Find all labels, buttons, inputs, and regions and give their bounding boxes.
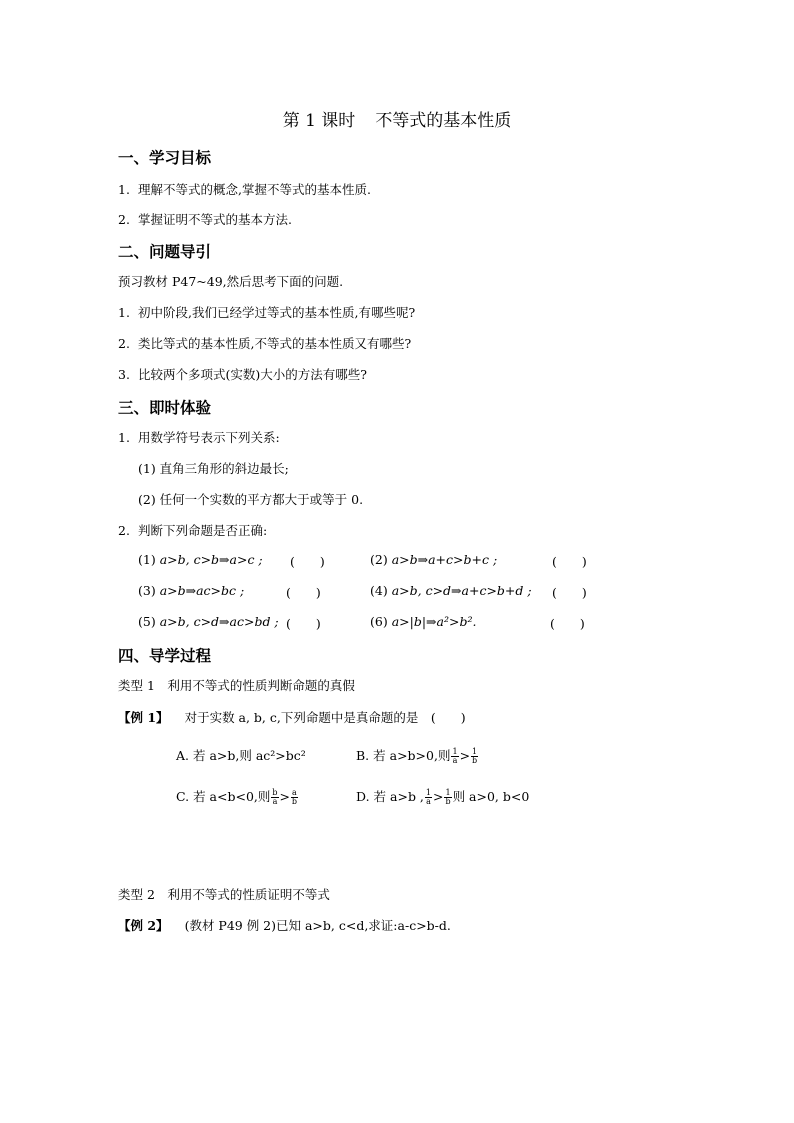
section-heading-process: 四、导学过程 (118, 646, 212, 665)
guide-question: 3. 比较两个多项式(实数)大小的方法有哪些? (118, 367, 367, 382)
example-1-text: 对于实数 a, b, c,下列命题中是真命题的是 ( ) (184, 710, 466, 725)
example-2-label: 【例 2】 (118, 918, 169, 933)
example-1 (118, 708, 466, 726)
fraction: $\frac{1}{b}$ (445, 788, 451, 806)
proposition: (6) a>|b|⇒a²>b². (370, 614, 477, 629)
fraction: $\frac{b}{a}$ (272, 788, 278, 806)
example-1-label: 【例 1】 (118, 710, 169, 725)
goal-item: 1. 理解不等式的概念,掌握不等式的基本性质. (118, 182, 371, 197)
lesson-number: 第 1 课时 (282, 111, 356, 131)
option-b[interactable]: B. 若 a>b>0,则 $\frac{1}{a}$ > $\frac{1}{b}$ (356, 747, 478, 765)
answer-blank[interactable]: ( ) (552, 554, 587, 569)
type-1-heading: 类型 1 利用不等式的性质判断命题的真假 (118, 678, 355, 693)
page-title (0, 106, 794, 131)
fraction: $\frac{1}{b}$ (472, 747, 478, 765)
experience-subitem: (2) 任何一个实数的平方都大于或等于 0. (138, 492, 364, 507)
proposition: (2) a>b⇒a+c>b+c ; (370, 552, 498, 567)
fraction: $\frac{a}{b}$ (291, 788, 297, 806)
goal-item: 2. 掌握证明不等式的基本方法. (118, 212, 292, 227)
fraction: $\frac{1}{a}$ (425, 788, 431, 806)
experience-subitem: (1) 直角三角形的斜边最长; (138, 461, 289, 476)
section-heading-goals: 一、学习目标 (118, 148, 212, 167)
example-2-text: (教材 P49 例 2)已知 a>b, c<d,求证:a-c>b-d. (184, 918, 451, 933)
answer-blank[interactable]: ( ) (286, 616, 321, 631)
proposition: (1) a>b, c>b⇒a>c ; (138, 552, 263, 567)
guide-intro: 预习教材 P47~49,然后思考下面的问题. (118, 274, 344, 289)
fraction: $\frac{1}{a}$ (452, 747, 458, 765)
option-c[interactable]: C. 若 a<b<0,则 $\frac{b}{a}$ > $\frac{a}{b}$ (176, 788, 297, 806)
example-2 (118, 916, 451, 934)
answer-blank[interactable]: ( ) (290, 554, 325, 569)
answer-blank[interactable]: ( ) (550, 616, 585, 631)
lesson-topic: 不等式的基本性质 (375, 111, 512, 131)
section-heading-guide: 二、问题导引 (118, 242, 212, 261)
section-heading-experience: 三、即时体验 (118, 398, 212, 417)
experience-question: 1. 用数学符号表示下列关系: (118, 430, 280, 445)
type-2-heading: 类型 2 利用不等式的性质证明不等式 (118, 887, 330, 902)
guide-question: 1. 初中阶段,我们已经学过等式的基本性质,有哪些呢? (118, 305, 416, 320)
experience-question: 2. 判断下列命题是否正确: (118, 523, 268, 538)
option-a[interactable]: A. 若 a>b,则 ac²>bc² (176, 748, 306, 763)
answer-blank[interactable]: ( ) (552, 585, 587, 600)
proposition: (3) a>b⇒ac>bc ; (138, 583, 245, 598)
option-d[interactable]: D. 若 a>b , $\frac{1}{a}$ > $\frac{1}{b}$ 则 a>0, b<0 (356, 788, 530, 806)
guide-question: 2. 类比等式的基本性质,不等式的基本性质又有哪些? (118, 336, 412, 351)
answer-blank[interactable]: ( ) (286, 585, 321, 600)
proposition: (4) a>b, c>d⇒a+c>b+d ; (370, 583, 532, 598)
proposition: (5) a>b, c>d⇒ac>bd ; (138, 614, 279, 629)
